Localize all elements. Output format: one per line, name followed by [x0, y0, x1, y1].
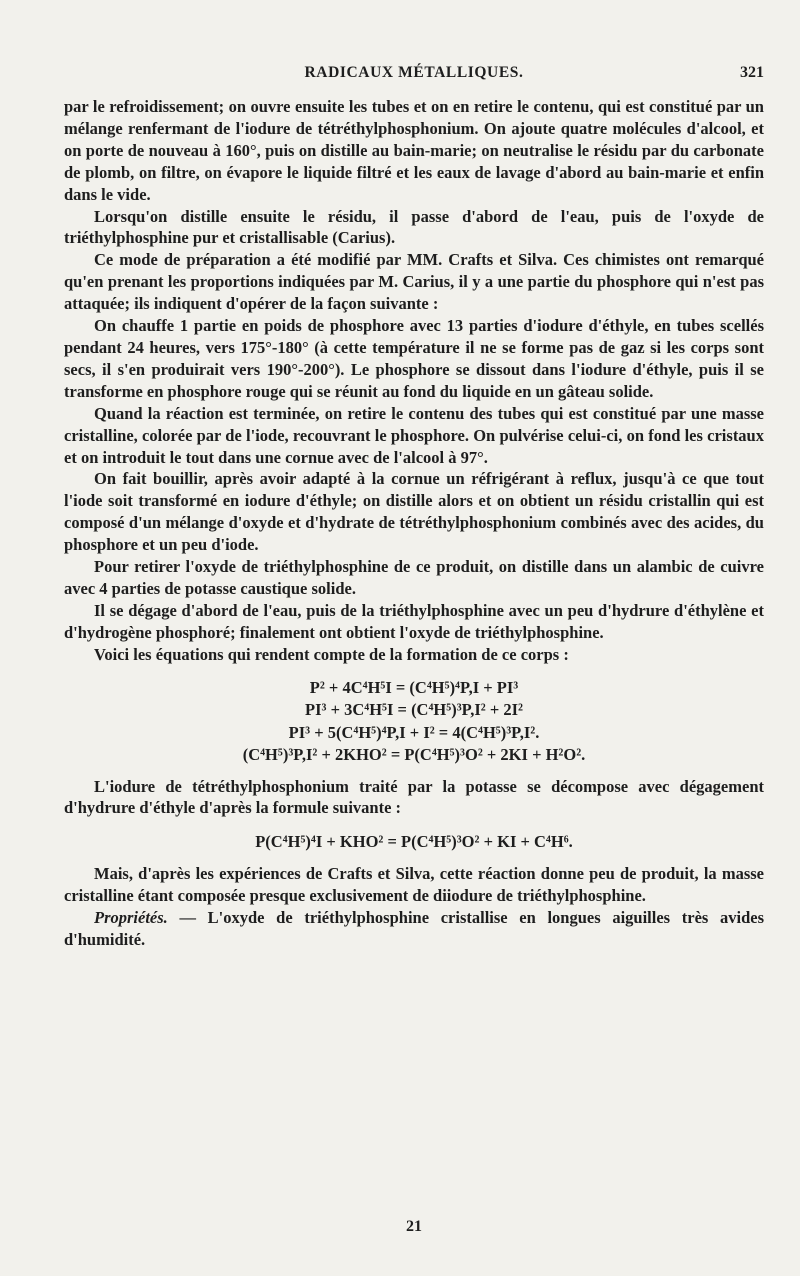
section-label: Propriétés. [94, 908, 168, 928]
paragraph: Mais, d'après les expériences de Crafts et Silva, cette réaction donne peu de produit, la masse cristalline étant composée presque exclusivement de diiodure de triéthylphosphine. [64, 864, 764, 906]
paragraph: Voici les équations qui rendent compte de la formation de ce corps : [94, 644, 569, 664]
running-title: RADICAUX MÉTALLIQUES. [304, 64, 524, 81]
page-number: 321 [740, 64, 764, 81]
paragraph: On chauffe 1 partie en poids de phosphore avec 13 parties d'iodure d'éthyle, en tubes scellés pendant 24 heures, vers 175°-180° (à cette température il ne se forme pas de gaz si les corps sont secs, il s'en produirait vers 190°-200°). Le phosphore se dissout dans l'iodure d'éthyle, puis il se transforme en phosphore rouge qui se réunit au fond du liquide en un gâteau solide. [64, 316, 764, 401]
paragraph: Il se dégage d'abord de l'eau, puis de la triéthylphosphine avec un peu d'hydrure d'éthylène et d'hydrogène phosphoré; finalement ont obtient l'oxyde de triéthylphosphine. [64, 600, 764, 642]
paragraph: Lorsqu'on distille ensuite le résidu, il passe d'abord de l'eau, puis de l'oxyde de triéthylphosphine pur et cristallisable (Carius). [64, 206, 764, 248]
equation: P² + 4C⁴H⁵I = (C⁴H⁵)⁴P,I + PI³ [309, 677, 519, 697]
paragraph: L'iodure de tétréthylphosphonium traité par la potasse se décompose avec dégagement d'hydrure d'éthyle d'après la formule suivante : [64, 776, 764, 818]
properties-text: — L'oxyde de triéthylphosphine cristallise en longues aiguilles très avides d'humidité. [64, 908, 764, 949]
paragraph: On fait bouillir, après avoir adapté à la cornue un réfrigérant à reflux, jusqu'à ce que tout l'iode soit transformé en iodure d'éthyle; on distille alors et on obtient un résidu cristallin qui est composé d'un mélange d'oxyde et d'hydrate de tétréthylphosphonium combinés avec des acides, du phosphore et un peu d'iode. [64, 469, 764, 555]
equation: PI³ + 3C⁴H⁵I = (C⁴H⁵)³P,I² + 2I² [305, 700, 523, 720]
equation: PI³ + 5(C⁴H⁵)⁴P,I + I² = 4(C⁴H⁵)³P,I². [288, 722, 540, 742]
body-text [64, 96, 764, 951]
signature-mark: 21 [406, 1218, 422, 1235]
equation: P(C⁴H⁵)⁴I + KHO² = P(C⁴H⁵)³O² + KI + C⁴H⁶. [255, 832, 573, 852]
paragraph: Quand la réaction est terminée, on retire le contenu des tubes qui est constitué par une masse cristalline, colorée par de l'iode, recouvrant le phosphore. On pulvérise celui-ci, on fond les cristaux et on introduit le tout dans une cornue avec de l'alcool à 97°. [64, 403, 764, 467]
paragraph: Pour retirer l'oxyde de triéthylphosphine de ce produit, on distille dans un alambic de cuivre avec 4 parties de potasse caustique solide. [64, 557, 764, 598]
running-head [64, 64, 764, 88]
paragraph: Ce mode de préparation a été modifié par MM. Crafts et Silva. Ces chimistes ont remarqué qu'en prenant les proportions indiquées par M. Carius, il y a une partie du phosphore qui n'est pas attaquée; ils indiquent d'opérer de la façon suivante : [64, 250, 764, 314]
properties-paragraph [64, 907, 764, 951]
paragraph-continuation: par le refroidissement; on ouvre ensuite les tubes et on en retire le contenu, qui est constitué par un mélange renfermant de l'iodure de tétréthylphosphonium. On ajoute quatre molécules d'alcool, et on porte de nouveau à 160°, puis on distille au bain-marie; on neutralise le résidu par du carbonate de plomb, on filtre, on évapore le liquide filtré et les eaux de lavage d'abord au bain-marie et enfin dans le vide. [64, 97, 764, 204]
equation: (C⁴H⁵)³P,I² + 2KHO² = P(C⁴H⁵)³O² + 2KI + H²O². [242, 745, 586, 765]
equation-block [64, 677, 764, 767]
